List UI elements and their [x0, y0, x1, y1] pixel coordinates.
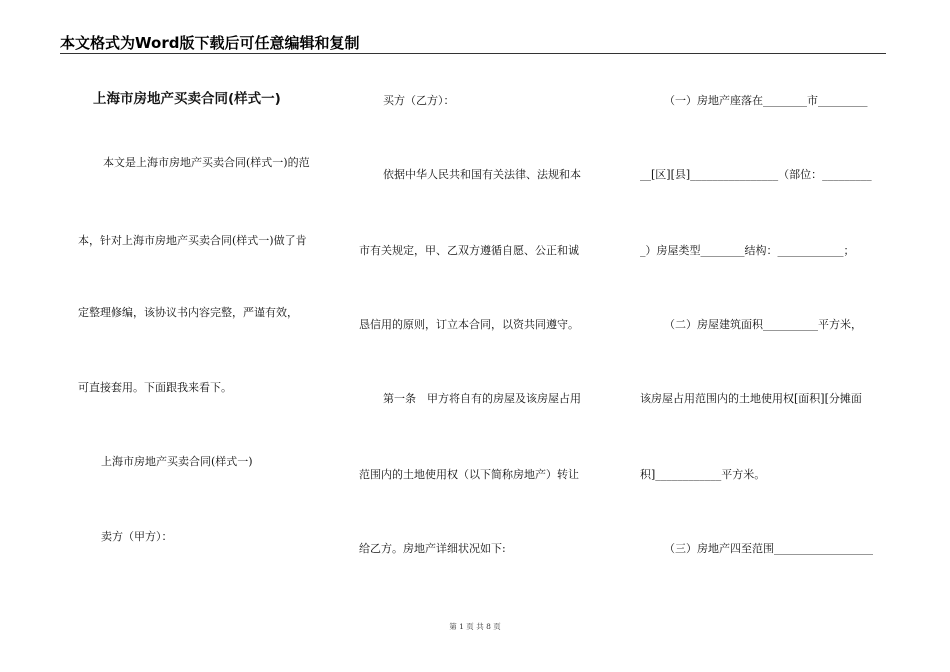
- text-line: 范围内的土地使用权（以下简称房地产）转让: [359, 468, 579, 481]
- document-banner: 本文格式为Word版下载后可任意编辑和复制: [60, 34, 360, 52]
- text-line: 买方（乙方）：: [383, 94, 455, 107]
- text-line: （二）房屋建筑面积__________平方米，: [664, 318, 862, 331]
- text-line: 积]____________平方米。: [640, 468, 766, 481]
- header-divider: [60, 53, 886, 54]
- text-line: 本，针对上海市房地产买卖合同(样式一)做了肯: [78, 234, 307, 247]
- text-line: （三）房地产四至范围__________________: [664, 542, 873, 555]
- text-line: 给乙方。房地产详细状况如下:: [359, 542, 506, 555]
- text-line: 该房屋占用范围内的土地使用权[面积][分摊面: [640, 392, 862, 405]
- text-line: 依据中华人民共和国有关法律、法规和本: [383, 168, 581, 181]
- text-line: 卖方（甲方）：: [101, 530, 173, 543]
- text-line: 可直接套用。下面跟我来看下。: [78, 381, 232, 394]
- text-line: __[区][县]________________（部位：_________: [640, 168, 872, 181]
- text-line: 市有关规定，甲、乙双方遵循自愿、公正和诚: [359, 244, 579, 257]
- page-number: 第 1 页 共 8 页: [449, 622, 501, 631]
- text-line: _）房屋类型________结构：____________；: [640, 244, 855, 257]
- text-line: 第一条 甲方将自有的房屋及该房屋占用: [383, 392, 581, 405]
- text-line: 上海市房地产买卖合同(样式一): [101, 455, 253, 468]
- text-line: 定整理修编，该协议书内容完整，严谨有效，: [78, 306, 298, 319]
- text-line: （一）房地产座落在________市_________: [664, 94, 868, 107]
- document-title: 上海市房地产买卖合同(样式一): [93, 91, 281, 107]
- text-line: 恳信用的原则，订立本合同，以资共同遵守。: [359, 318, 579, 331]
- text-line: 本文是上海市房地产买卖合同(样式一)的范: [103, 156, 310, 169]
